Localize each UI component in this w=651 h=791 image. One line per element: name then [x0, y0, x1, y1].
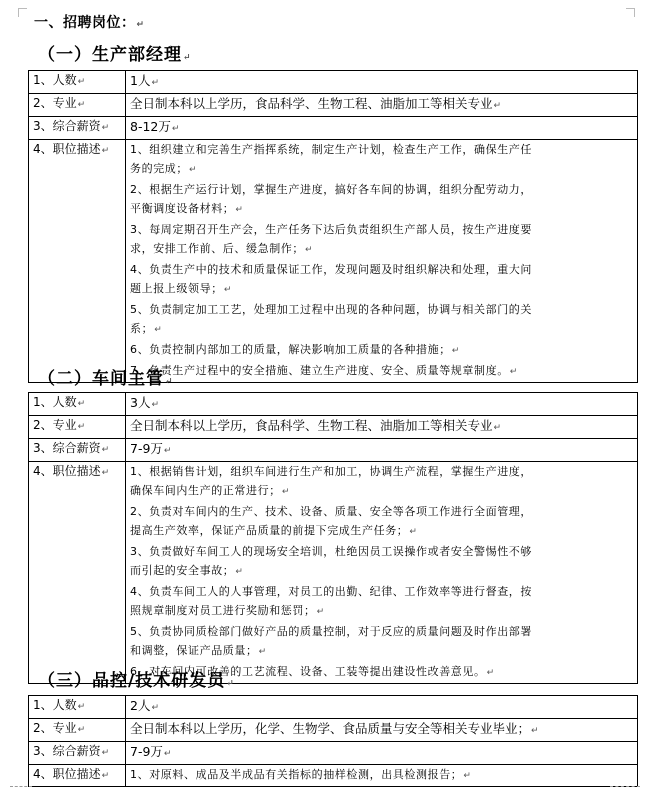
- row-label: 3、综合薪资↵: [29, 439, 126, 462]
- table-row: [29, 71, 638, 94]
- duty-list: [126, 140, 638, 383]
- position-table-2: [28, 392, 638, 684]
- row-label: 1、人数↵: [29, 393, 126, 416]
- row-label: 2、专业↵: [29, 719, 126, 742]
- row-label: 2、专业↵: [29, 94, 126, 117]
- row-value: 7-9万↵: [126, 742, 638, 765]
- position-heading-3: （三）品控/技术研发员↵: [38, 671, 235, 691]
- row-label: 4、职位描述↵: [29, 462, 126, 684]
- duty-item: 3、负责做好车间工人的现场安全培训，杜绝因员工误操作或者安全警惕性不够 而引起的安全事故；↵: [130, 545, 532, 577]
- row-label: 4、职位描述↵: [29, 765, 126, 787]
- table-row: [29, 393, 638, 416]
- row-value: 3人↵: [126, 393, 638, 416]
- row-value: 1人↵: [126, 71, 638, 94]
- row-value: 全日制本科以上学历，食品科学、生物工程、油脂加工等相关专业↵: [126, 94, 638, 117]
- page-break-marker-right: [610, 786, 640, 788]
- duty-item: 5、负责制定加工工艺，处理加工过程中出现的各种问题，协调与相关部门的关 系；↵: [130, 303, 532, 335]
- duty-item: 2、根据生产运行计划，掌握生产进度，搞好各车间的协调，组织分配劳动力， 平衡调度设备材料；↵: [130, 183, 532, 215]
- row-label: 2、专业↵: [29, 416, 126, 439]
- table-row: [29, 719, 638, 742]
- duty-item: 7、负责生产过程中的安全措施、建立生产进度、安全、质量等规章制度。↵: [130, 364, 518, 377]
- table-row: [29, 742, 638, 765]
- duty-item: 5、负责协同质检部门做好产品的质量控制，对于反应的质量问题及时作出部署 和调整，保证产品质量；↵: [130, 625, 532, 657]
- row-label: 4、职位描述↵: [29, 140, 126, 383]
- table-row: [29, 696, 638, 719]
- table-row: [29, 117, 638, 140]
- duty-item: 2、负责对车间内的生产、技术、设备、质量、安全等各项工作进行全面管理， 提高生产效率，保证产品质量的前提下完成生产任务；↵: [130, 505, 532, 537]
- row-value: 2人↵: [126, 696, 638, 719]
- row-label: 3、综合薪资↵: [29, 742, 126, 765]
- duty-item: 1、组织建立和完善生产指挥系统，制定生产计划，检查生产工作，确保生产任 务的完成；↵: [130, 143, 532, 175]
- position-heading-1: （一）生产部经理↵: [38, 45, 192, 65]
- duty-list: [126, 462, 638, 684]
- row-label: 1、人数↵: [29, 696, 126, 719]
- page-corner-mark-left: [18, 8, 27, 17]
- duty-item: 3、每周定期召开生产会，生产任务下达后负责组织生产部人员，按生产进度要 求，安排工作前、后、缓急制作；↵: [130, 223, 532, 255]
- duty-item: 4、负责生产中的技术和质量保证工作，发现问题及时组织解决和处理，重大问 题上报上级领导；↵: [130, 263, 532, 295]
- row-label: 3、综合薪资↵: [29, 117, 126, 140]
- duty-item: 6、对车间内可改善的工艺流程、设备、工装等提出建设性改善意见。↵: [130, 665, 495, 678]
- table-row: [29, 140, 638, 383]
- table-row: [29, 416, 638, 439]
- page-corner-mark-right: [626, 8, 635, 17]
- row-value: 7-9万↵: [126, 439, 638, 462]
- table-row: [29, 94, 638, 117]
- row-value: 8-12万↵: [126, 117, 638, 140]
- table-row: [29, 462, 638, 684]
- duty-item: 4、负责车间工人的人事管理，对员工的出勤、纪律、工作效率等进行督查，按 照规章制度对员工进行奖励和惩罚；↵: [130, 585, 532, 617]
- section-title: 一、招聘岗位：↵: [34, 15, 145, 31]
- position-heading-2: （二）车间主管↵: [38, 369, 174, 389]
- table-row: [29, 439, 638, 462]
- row-label: 1、人数↵: [29, 71, 126, 94]
- row-value: 全日制本科以上学历，食品科学、生物工程、油脂加工等相关专业↵: [126, 416, 638, 439]
- duty-item: 6、负责控制内部加工的质量，解决影响加工质量的各种措施；↵: [130, 343, 460, 356]
- duty-item: 1、对原料、成品及半成品有关指标的抽样检测，出具检测报告；↵: [130, 768, 472, 781]
- row-value: 全日制本科以上学历，化学、生物学、食品质量与安全等相关专业毕业；↵: [126, 719, 638, 742]
- table-row: [29, 765, 638, 787]
- duty-list: [126, 765, 638, 787]
- position-table-1: [28, 70, 638, 383]
- page-break-marker-left: [10, 786, 32, 788]
- duty-item: 1、根据销售计划，组织车间进行生产和加工，协调生产流程，掌握生产进度， 确保车间内生产的正常进行；↵: [130, 465, 532, 497]
- position-table-3: [28, 695, 638, 787]
